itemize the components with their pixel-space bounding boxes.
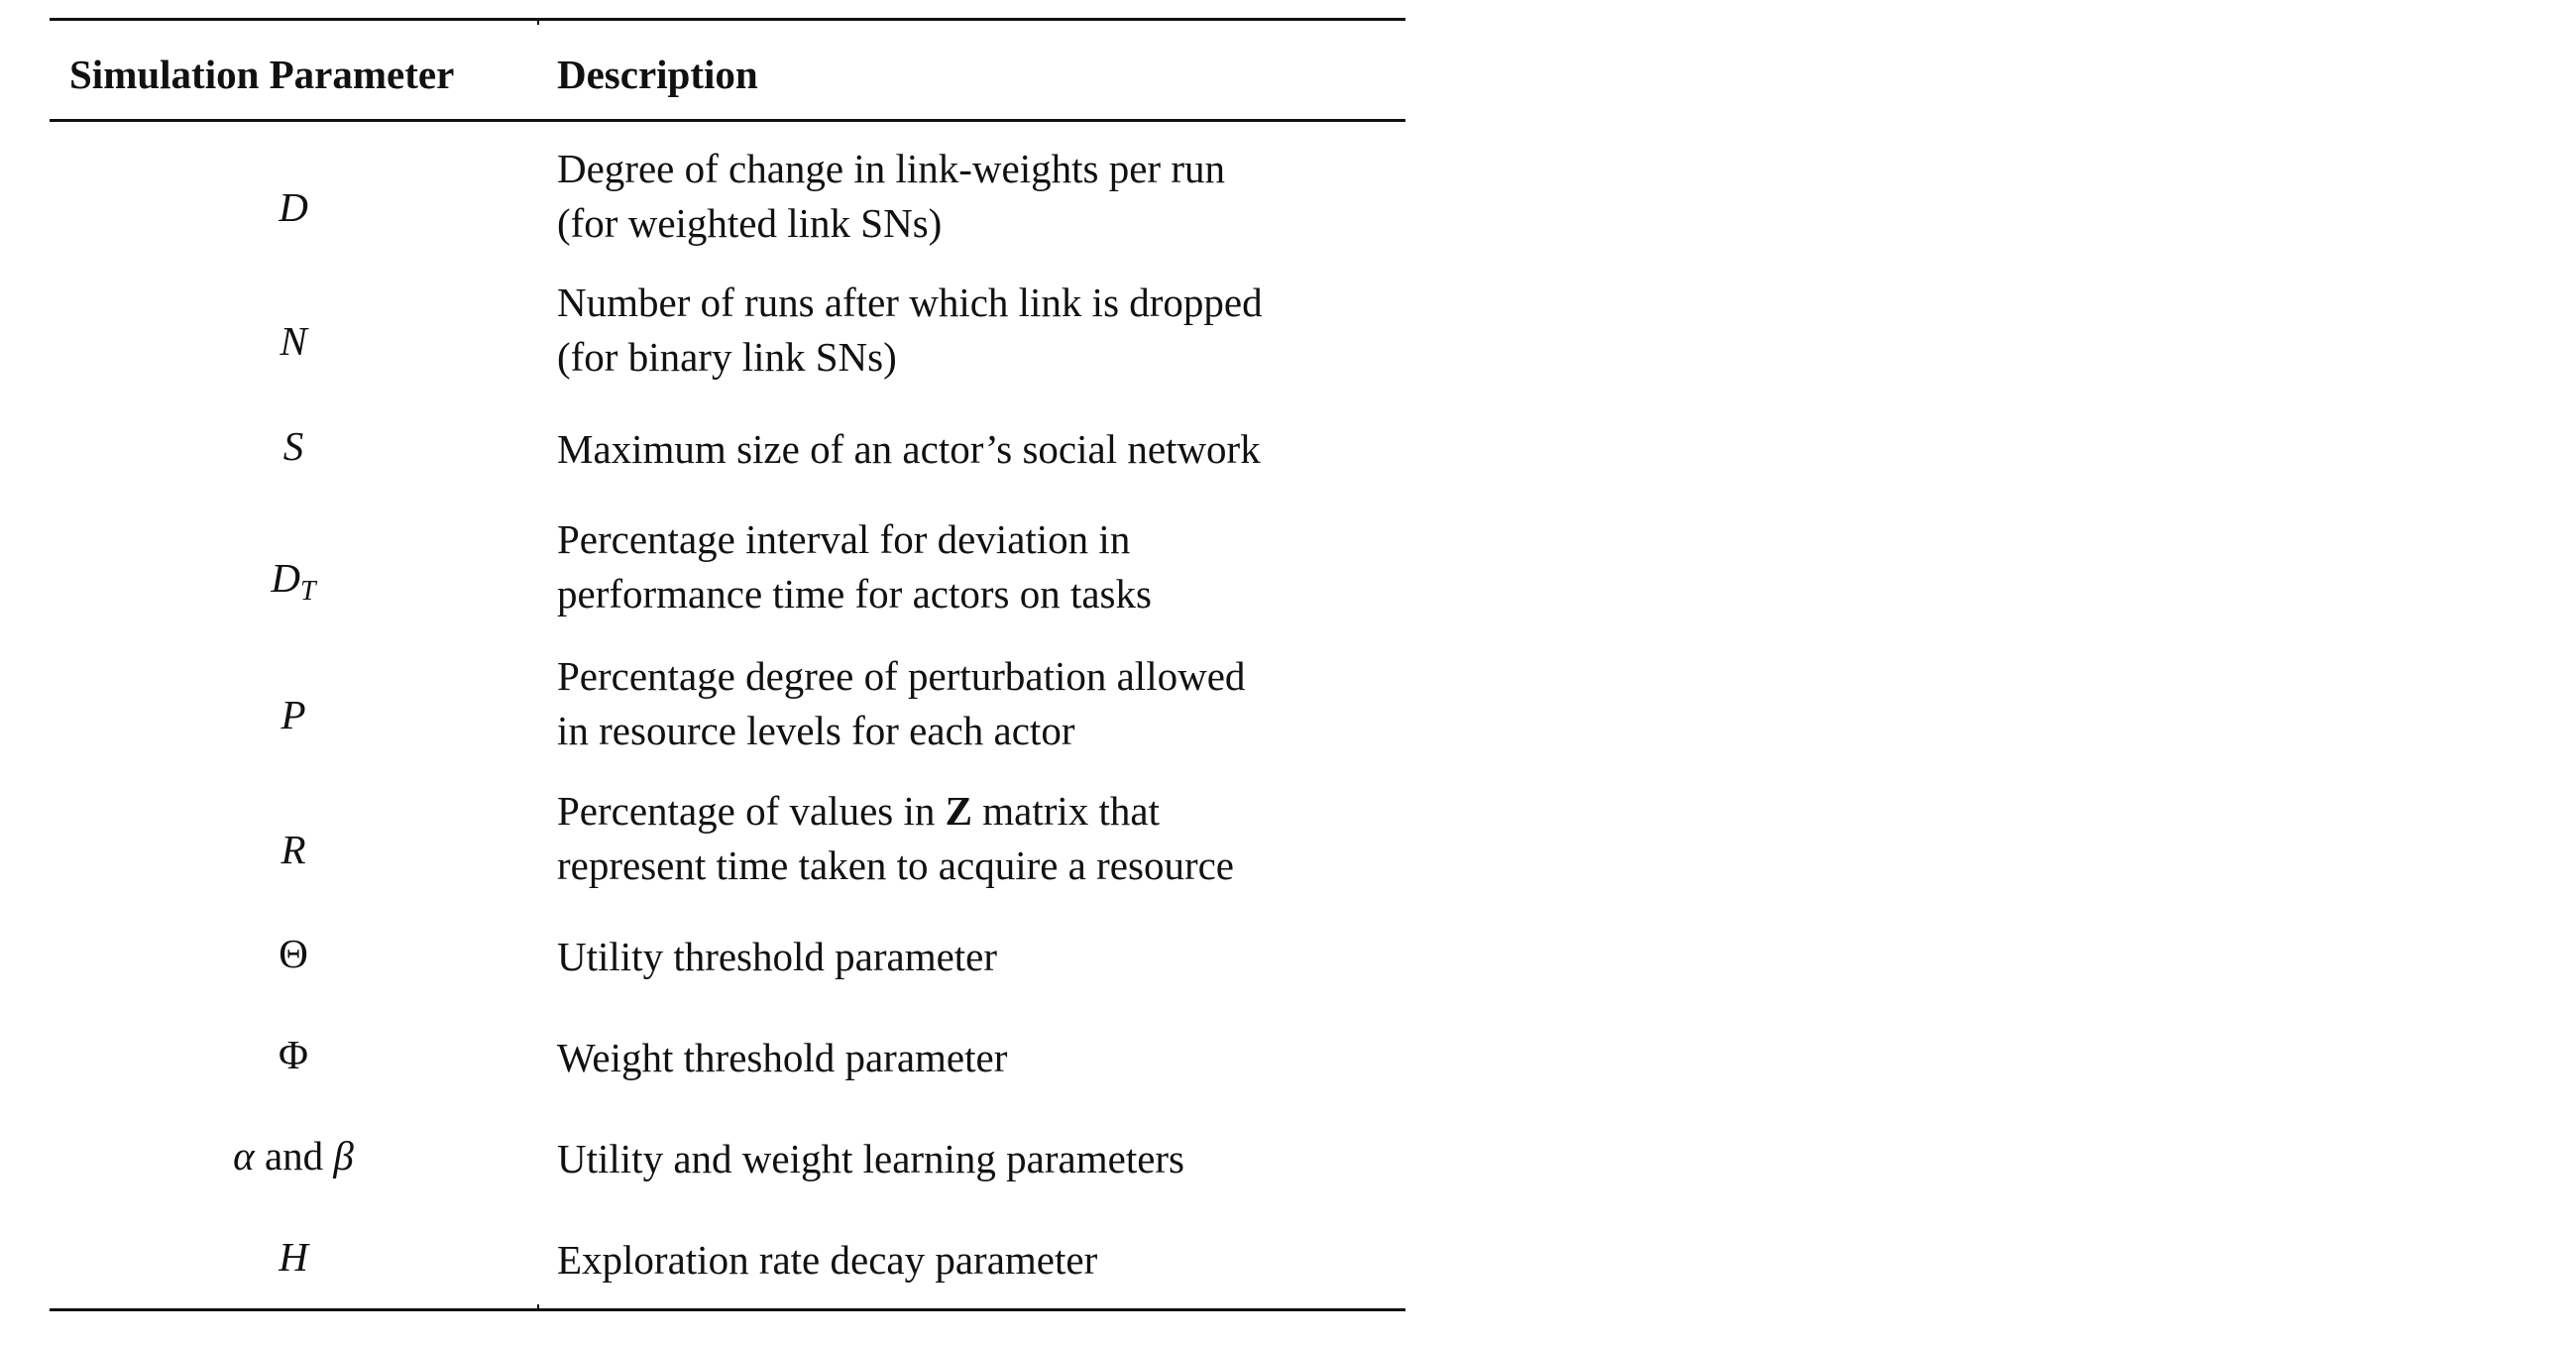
- parameter-symbol: N: [280, 318, 307, 364]
- parameter-symbol-subscript: T: [300, 576, 316, 607]
- matrix-z-label: Z: [945, 788, 972, 834]
- parameter-symbol: D: [279, 184, 308, 230]
- header-description: Description: [557, 52, 758, 97]
- parameter-description: Utility and weight learning parameters: [557, 1136, 1185, 1181]
- parameter-symbol: P: [280, 692, 306, 737]
- parameter-description: Weight threshold parameter: [557, 1035, 1008, 1080]
- parameter-symbol: Θ: [279, 931, 308, 976]
- parameter-symbol: α and β: [233, 1133, 354, 1178]
- parameter-description: Utility threshold parameter: [557, 934, 998, 979]
- parameter-symbol: R: [280, 827, 306, 872]
- header-simulation-parameter: Simulation Parameter: [69, 52, 455, 97]
- table-header-rule: [50, 119, 1405, 122]
- parameter-description: Degree of change in link-weights per run (for weighted link SNs): [557, 146, 1225, 246]
- parameter-description: Percentage of values in Z matrix that represent time taken to acquire a resource: [557, 788, 1234, 888]
- parameter-description: Maximum size of an actor’s social network: [557, 426, 1261, 472]
- table-bottom-rule: [50, 1308, 1405, 1311]
- table-header-row: [50, 21, 1405, 119]
- parameter-description: Number of runs after which link is dropped (for binary link SNs): [557, 280, 1263, 380]
- parameter-symbol: $D_T$: [271, 555, 316, 607]
- parameter-symbol: Φ: [279, 1032, 308, 1077]
- parameter-description: Percentage interval for deviation in performance time for actors on tasks: [557, 516, 1152, 616]
- parameter-description: Exploration rate decay parameter: [557, 1237, 1098, 1283]
- parameter-symbol: H: [279, 1234, 308, 1280]
- parameter-description: Percentage degree of perturbation allowed in resource levels for each actor: [557, 653, 1246, 753]
- parameter-symbol: S: [282, 423, 304, 469]
